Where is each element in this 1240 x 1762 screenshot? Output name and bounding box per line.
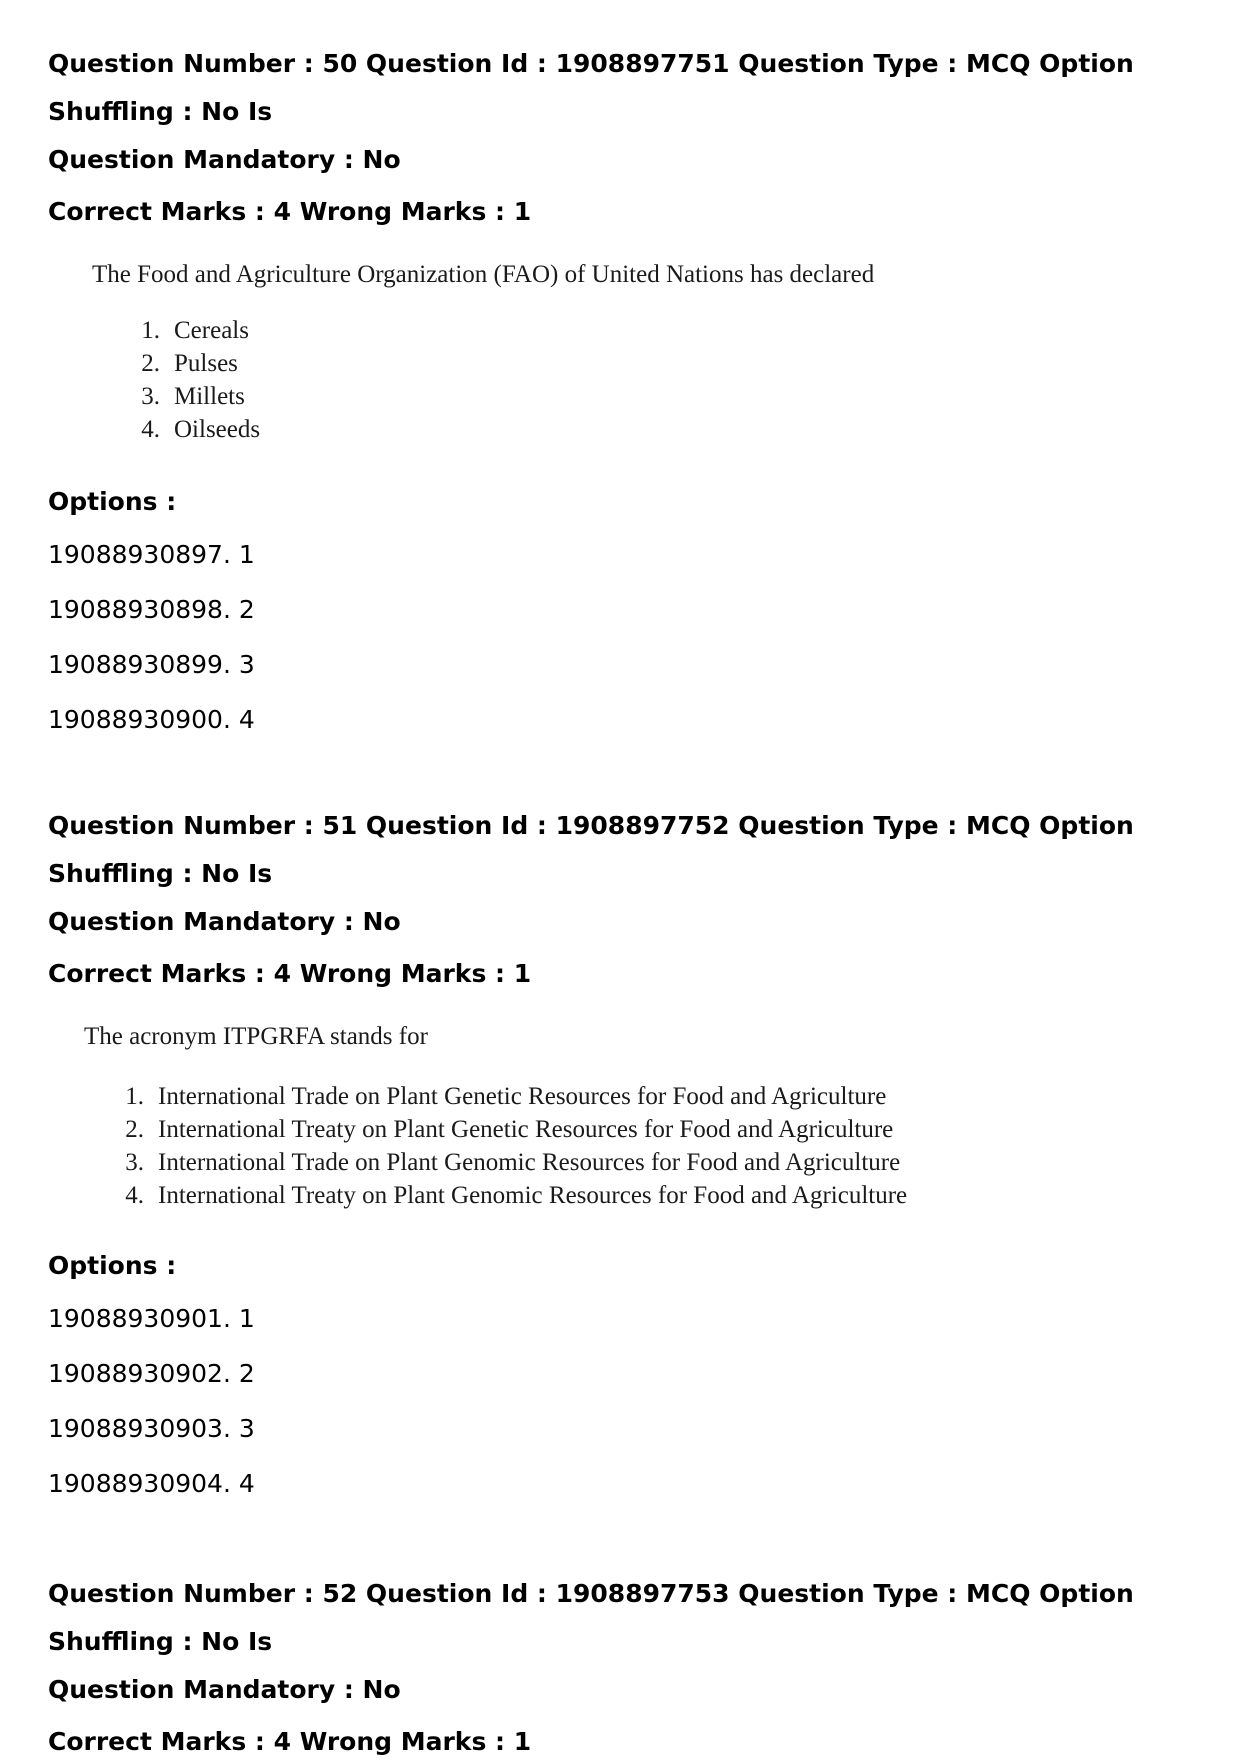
question-51 [48,802,1208,1504]
list-item: 2. International Treaty on Plant Genetic Resources for Food and Agriculture [125,1116,894,1143]
question-50 [48,40,1208,740]
question-marks: Correct Marks : 4 Wrong Marks : 1 [48,197,532,226]
list-item: 4. Oilseeds [141,416,261,443]
choice-list [120,314,1208,446]
option-3: 19088930899. 3 [48,650,255,679]
question-mandatory: Question Mandatory : No [48,145,401,174]
question-header: Question Number : 51 Question Id : 1908897752 Question Type : MCQ Option Shuffling : No Is [48,811,1134,888]
question-body [48,258,1208,446]
question-body [48,1020,1208,1212]
option-4: 19088930900. 4 [48,705,255,734]
question-52 [48,1570,1208,1762]
option-2: 19088930902. 2 [48,1359,255,1388]
option-1: 19088930897. 1 [48,540,255,569]
question-header: Question Number : 52 Question Id : 1908897753 Question Type : MCQ Option Shuffling : No Is [48,1579,1134,1656]
question-paper-page [48,40,1208,1762]
question-marks: Correct Marks : 4 Wrong Marks : 1 [48,959,532,988]
question-stem: The acronym ITPGRFA stands for [84,1023,428,1050]
question-stem: The Food and Agriculture Organization (FAO) of United Nations has declared [92,261,875,288]
question-marks: Correct Marks : 4 Wrong Marks : 1 [48,1727,532,1756]
option-4: 19088930904. 4 [48,1469,255,1498]
list-item: 3. International Trade on Plant Genomic Resources for Food and Agriculture [125,1149,901,1176]
list-item: 2. Pulses [141,350,238,377]
list-item: 4. International Treaty on Plant Genomic Resources for Food and Agriculture [125,1182,908,1209]
option-1: 19088930901. 1 [48,1304,255,1333]
options-label: Options : [48,487,177,516]
question-header: Question Number : 50 Question Id : 1908897751 Question Type : MCQ Option Shuffling : No Is [48,49,1134,126]
question-mandatory: Question Mandatory : No [48,907,401,936]
question-mandatory: Question Mandatory : No [48,1675,401,1704]
list-item: 3. Millets [141,383,245,410]
list-item: 1. Cereals [141,317,249,344]
list-item: 1. International Trade on Plant Genetic Resources for Food and Agriculture [125,1083,887,1110]
options-label: Options : [48,1251,177,1280]
option-3: 19088930903. 3 [48,1414,255,1443]
option-2: 19088930898. 2 [48,595,255,624]
choice-list [104,1080,1208,1212]
